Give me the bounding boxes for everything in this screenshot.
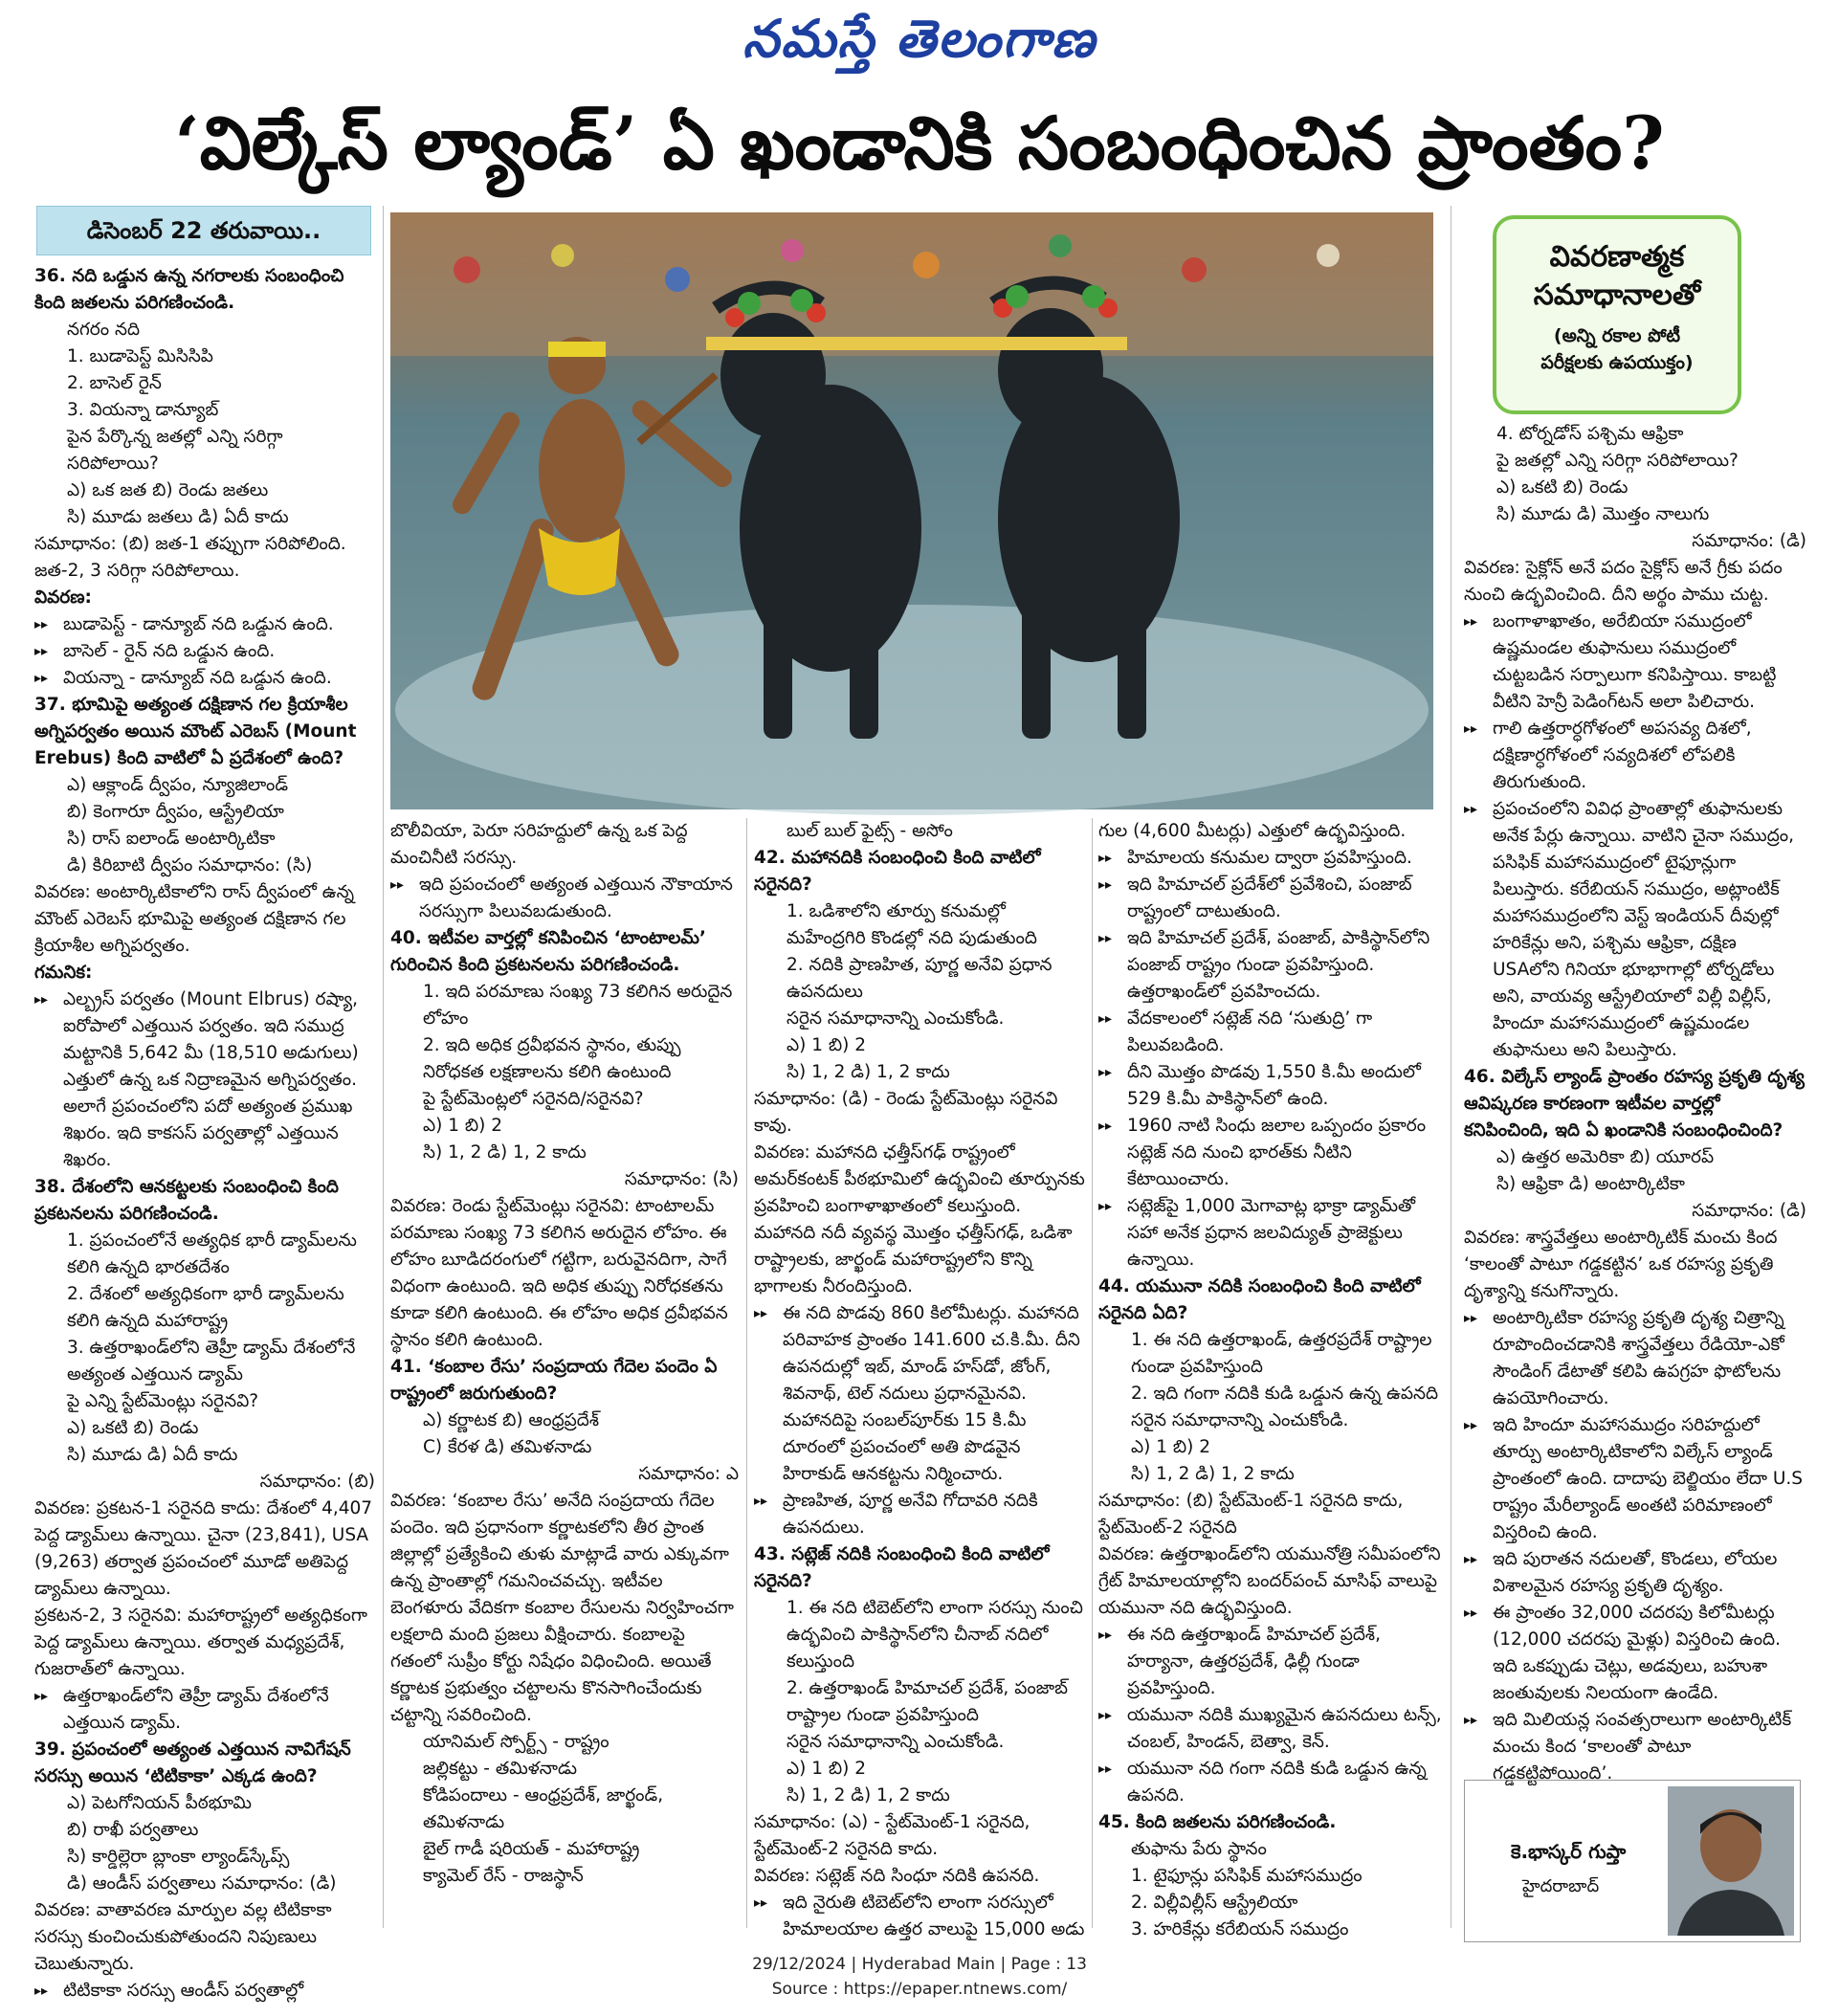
article-line: వివరణ: వాతావరణ మార్పుల వల్ల టిటికాకా సరస్సు కుంచించుకుపోతుందని నిపుణులు చెబుతున్నారు. (34, 1900, 332, 1974)
column-divider (383, 206, 384, 1928)
article-line: ▸▸ ఇది నైరుతి టిబెట్‌లోని లాంగా సరస్సులో హిమాలయాల ఉత్తర వాలుపై 15,000 అడు (754, 1890, 1085, 1943)
answer-text: సమాధానం: (డి) (1692, 1201, 1806, 1221)
article-line: వివరణ: మహానది ఛత్తీస్‌గఢ్ రాష్ట్రంలో అమర్‌కంటక్ పీఠభూమిలో ఉద్భవించి తూర్పునకు ప్రవహించి బంగాళాఖాతంలో కలుస్తుంది. మహానది నదీ వ్యవస్థ మొత్తం ఛత్తీస్‌గఢ్, ఒడిశా రాష్ట్రాలకు, జార్ఖండ్ మహారాష్ట్రలోని కొన్ని భాగాలకు నీరందిస్తుంది. (754, 1142, 1085, 1296)
answer-text: సమాధానం: (డి) (1692, 531, 1806, 551)
article-line: ▸▸ దీని మొత్తం పొడవు 1,550 కి.మీ అందులో 529 కి.మీ పాకిస్థాన్‌లో ఉంది. (1098, 1059, 1443, 1113)
article-line: ఎ) 1 బి) 2 (1131, 1437, 1211, 1457)
article-line: గుల (4,600 మీటర్లు) ఎత్తులో ఉద్భవిస్తుంది. (1098, 821, 1407, 841)
article-line: సి) రాస్ ఐలాండ్ అంటార్కిటికా (67, 829, 276, 849)
question-text: 42. మహానదికి సంబంధించి కింది వాటిలో సరైనది? (754, 848, 1041, 895)
article-line: ▸▸ ఈ నది ఉత్తరాఖండ్ హిమాచల్ ప్రదేశ్, హర్యానా, ఉత్తరప్రదేశ్, ఢిల్లీ గుండా ప్రవహిస్తుంది. (1098, 1622, 1443, 1702)
question-text: 40. ఇటీవల వార్తల్లో కనిపించిన ‘టాంటాలమ్’ గురించిన కింది ప్రకటనలను పరిగణించండి. (390, 928, 706, 975)
masthead-logo: నమస్తే తెలంగాణ (742, 8, 1097, 69)
article-line: క్యామెల్ రేస్ - రాజస్థాన్ (423, 1866, 584, 1886)
article-line: పైన పేర్కొన్న జతల్లో ఎన్ని సరిగ్గా సరిపోలాయి? (67, 427, 283, 474)
article-line: ▸▸ బుడాపెస్ట్ - డాన్యూబ్ నది ఒడ్డున ఉంది. (34, 611, 375, 638)
article-line: బైల్ గాడీ షరియత్ - మహారాష్ట్ర (423, 1839, 640, 1859)
article-line: పై స్టేట్‌మెంట్లలో సరైనది/సరైనవి? (423, 1089, 644, 1109)
article-line: ▸▸ వేదకాలంలో సట్లెజ్ నది ‘సుతుద్రి’ గా పిలువబడింది. (1098, 1006, 1443, 1059)
article-line: ఎ) ఉత్తర అమెరికా బి) యూరప్ (1496, 1147, 1715, 1167)
column-1 (34, 263, 375, 2001)
article-line: బి) కెంగారూ ద్వీపం, ఆస్ట్రేలియా (67, 802, 284, 822)
article-line: ▸▸ యమునా నది గంగా నదికి కుడి ఒడ్డున ఉన్న ఉపనది. (1098, 1756, 1443, 1809)
article-line: వివరణ: ఉత్తరాఖండ్‌లోని యమునోత్రి సమీపంలోని గ్రేట్ హిమాలయాల్లోని బందర్‌పంచ్ మాసిఫ్ వాలుపై యమునా నది ఉద్భవిస్తుంది. (1098, 1544, 1441, 1618)
answer-text: సమాధానం: (బి) (259, 1472, 375, 1492)
article-line: ▸▸ బాసెల్ - రైన్ నది ఒడ్డున ఉంది. (34, 638, 375, 665)
masthead (0, 8, 1839, 77)
article-line: ▸▸ ఇది హిమాచల్ ప్రదేశ్, పంజాబ్, పాకిస్థాన్‌లోని పంజాబ్ రాష్ట్రం గుండా ప్రవహిస్తుంది. ఉత్తరాఖండ్‌లో ప్రవహించదు. (1098, 925, 1443, 1006)
article-line: సి) 1, 2 డి) 1, 2 కాదు (787, 1062, 950, 1082)
answer-text: సమాధానం: ఎ (638, 1464, 739, 1484)
article-line: ▸▸ ఇది హిమాచల్ ప్రదేశ్‌లో ప్రవేశించి, పంజాబ్ రాష్ట్రంలో దాటుతుంది. (1098, 872, 1443, 925)
feature-box-subtitle-2: పరీక్షలకు ఉపయుక్తం) (1540, 352, 1694, 373)
author-name: కె.భాస్కర్ గుప్తా (1511, 1840, 1627, 1863)
article-line: సమాధానం: (బి) జత-1 తప్పుగా సరిపోలింది. జత-2, 3 సరిగ్గా సరిపోలాయి. (34, 534, 346, 581)
page-headline: ‘విల్కేస్ ల్యాండ్’ ఏ ఖండానికి సంబంధించిన ప్రాంతం? (174, 100, 1665, 186)
article-line: బుల్ బుల్ ఫైట్స్ - అసోం (787, 821, 953, 841)
article-line: 2. ఇది గంగా నదికి కుడి ఒడ్డున ఉన్న ఉపనది (1131, 1384, 1439, 1404)
article-line: 4. టోర్నడోస్ పశ్చిమ ఆఫ్రికా (1496, 424, 1684, 444)
article-line: ఎ) ఒక జత బి) రెండు జతలు (67, 480, 269, 500)
article-line: గమనిక: (34, 963, 93, 983)
article-line: 1. ప్రపంచంలోనే అత్యధిక భారీ డ్యామ్‌లను కలిగి ఉన్నది భారతదేశం (67, 1230, 357, 1277)
article-line: 2. నదికి ప్రాణహిత, పూర్ణ అనేవి ప్రధాన ఉపనదులు (787, 955, 1052, 1002)
question-text: 44. యమునా నదికి సంబంధించి కింది వాటిలో సరైనది ఏది? (1098, 1276, 1421, 1323)
article-line: వివరణ: ‘కంబాల రేసు’ అనేది సంప్రదాయ గేదెల పందెం. ఇది ప్రధానంగా కర్ణాటకలోని తీర ప్రాంత జిల్లాల్లో ప్రత్యేకించి తుళు మాట్లాడే వారు ఎక్కువగా ఉన్న ప్రాంతాల్లో గమనించవచ్చు. ఇటీవల బెంగళూరు వేదికగా కంబాల రేసులను నిర్వహించగా లక్షలాది మంది ప్రజలు వీక్షించారు. కంబాలపై గతంలో సుప్రీం కోర్టు నిషేధం విధించింది. అయితే కర్ణాటక ప్రభుత్వం చట్టాలను కొనసాగించేందుకు చట్టాన్ని సవరించింది. (390, 1491, 734, 1725)
article-line: ▸▸ ఈ ప్రాంతం 32,000 చదరపు కిలోమీటర్లు (12,000 చదరపు మైళ్లు) విస్తరించి ఉంది. ఇది ఒకప్పుడు చెట్లు, అడవులు, బహుశా జంతువులకు నిలయంగా ఉండేది. (1464, 1600, 1806, 1707)
feature-box-title-1: వివరణాత్మక (1549, 240, 1685, 274)
column-2 (390, 818, 739, 1909)
article-line: ఎ) 1 బి) 2 (423, 1116, 503, 1136)
article-line: ▸▸ సట్లెజ్‌పై 1,000 మెగావాట్ల భాక్రా డ్యామ్‌తో సహా అనేక ప్రధాన జలవిద్యుత్ ప్రాజెక్టులు ఉన్నాయి. (1098, 1193, 1443, 1274)
continuation-banner: డిసెంబర్ 22 తరువాయి.. (36, 206, 371, 255)
article-line: 2. ఇది అధిక ద్రవీభవన స్థానం, తుప్పు నిరోధకత లక్షణాలను కలిగి ఉంటుంది (423, 1035, 681, 1082)
article-line: కోడిపందాలు - ఆంధ్రప్రదేశ్, జార్ఖండ్, తమిళనాడు (423, 1785, 664, 1832)
article-line: సమాధానం: (బి) స్టేట్‌మెంట్-1 సరైనది కాదు, స్టేట్‌మెంట్-2 సరైనది (1098, 1491, 1404, 1538)
footer-source-link[interactable]: Source : https://epaper.ntnews.com/ (771, 1980, 1068, 1999)
column-4 (1098, 818, 1443, 1939)
article-line: ▸▸ ఇది మిలియన్ల సంవత్సరాలుగా అంటార్కిటిక్ మంచు కింద ‘కాలంతో పాటూ గడ్డకట్టిపోయింది’. (1464, 1707, 1806, 1787)
article-line: ఎ) ఒకటి బి) రెండు (1496, 477, 1629, 498)
question-text: 36. నది ఒడ్డున ఉన్న నగరాలకు సంబంధించి కింది జతలను పరిగణించండి. (34, 266, 344, 313)
article-line: ఎ) కర్ణాటక బి) ఆంధ్రప్రదేశ్ (423, 1410, 600, 1430)
article-line: ▸▸ ఈ నది పొడవు 860 కిలోమీటర్లు. మహానది పరివాహక ప్రాంతం 141.600 చ.కి.మీ. దీని ఉపనదుల్లో ఇబ్, మాండ్ హస్‌డో, జోంగ్, శివనాథ్, టెల్ నదులు ప్రధానమైనవి. మహానదిపై సంబల్‌పూర్‌కు 15 కి.మీ దూరంలో ప్రపంచంలో అతి పొడవైన హిరాకుడ్ ఆనకట్టను నిర్మించారు. (754, 1300, 1085, 1488)
footer-date-edition: 29/12/2024 | Hyderabad Main | Page : 13 (752, 1955, 1087, 1974)
author-box (1464, 1780, 1801, 1942)
article-line: 3. హరికేన్లు కరేబియన్ సముద్రం (1131, 1919, 1349, 1939)
article-line: 3. వియన్నా డాన్యూబ్ (67, 400, 219, 420)
article-line: C) కేరళ డి) తమిళనాడు (423, 1437, 592, 1457)
article-line: 2. బాసెల్ రైన్ (67, 373, 162, 393)
article-line: ▸▸ టిటికాకా సరస్సు ఆండీస్ పర్వతాల్లో (34, 1978, 375, 2005)
article-line: ▸▸ 1960 నాటి సింధు జలాల ఒప్పందం ప్రకారం సట్లెజ్ నది నుంచి భారత్‌కు నీటిని కేటాయించారు. (1098, 1113, 1443, 1193)
article-line: 2. ఉత్తరాఖండ్ హిమాచల్ ప్రదేశ్, పంజాబ్ రాష్ట్రాల గుండా ప్రవహిస్తుంది (787, 1678, 1068, 1725)
article-line: ఎ) ఒకటి బి) రెండు (67, 1418, 199, 1438)
article-line: సి) మూడు జతలు డి) ఏదీ కాదు (67, 507, 289, 527)
article-line: సి) ఆఫ్రికా డి) అంటార్కిటికా (1496, 1174, 1685, 1194)
article-line: ▸▸ వియన్నా - డాన్యూబ్ నది ఒడ్డున ఉంది. (34, 665, 375, 692)
article-line: ▸▸ ఇది ప్రపంచంలో అత్యంత ఎత్తయిన నౌకాయాన సరస్సుగా పిలువబడుతుంది. (390, 872, 739, 925)
article-line: ▸▸ ఇది హిందూ మహాసముద్రం సరిహద్దులో తూర్పు అంటార్కిటికాలోని విల్కేస్ ల్యాండ్ ప్రాంతంలో ఉంది. దాదాపు బెల్జియం లేదా U.S రాష్ట్రం మేరీల్యాండ్ అంతటి పరిమాణంలో విస్తరించి ఉంది. (1464, 1412, 1806, 1546)
article-line: బొలీవియా, పెరూ సరిహద్దులో ఉన్న ఒక పెద్ద మంచినీటి సరస్సు. (390, 821, 688, 868)
article-line: సమాధానం: (ఎ) - స్టేట్‌మెంట్-1 సరైనది, స్టేట్‌మెంట్-2 సరైనది కాదు. (754, 1812, 1030, 1859)
question-text: 38. దేశంలోని ఆనకట్టలకు సంబంధించి కింది ప్రకటనలను పరిగణించండి. (34, 1177, 339, 1224)
article-line: వివరణ: (34, 587, 92, 608)
article-line: డి) కిరిబాటి ద్వీపం సమాధానం: (సి) (67, 855, 313, 875)
feature-box (1493, 215, 1741, 414)
article-line: ▸▸ ఎల్బ్రస్ పర్వతం (Mount Elbrus) రష్యా, ఐరోపాలో ఎత్తయిన పర్వతం. ఇది సముద్ర మట్టానికి 5,642 మీ (18,510 అడుగులు) ఎత్తులో ఉన్న ఒక నిద్రాణమైన అగ్నిపర్వతం. అలాగే ప్రపంచంలోని పదో అత్యంత ప్రముఖ శిఖరం. ఇది కాకసస్ పర్వతాల్లో ఎత్తయిన శిఖరం. (34, 986, 375, 1174)
article-line: సరైన సమాధానాన్ని ఎంచుకోండి. (787, 1732, 1005, 1752)
kambala-race-photo (390, 212, 1433, 809)
article-line: వివరణ: సట్లెజ్ నది సింధూ నదికి ఉపనది. (754, 1866, 1040, 1886)
author-city: హైదరాబాద్ (1522, 1876, 1600, 1896)
article-line: 1. ఒడిశాలోని తూర్పు కనుమల్లో మహేంద్రగిరి కొండల్లో నది పుడుతుంది (787, 901, 1037, 948)
author-photo (1668, 1786, 1794, 1936)
article-line: ▸▸ ఇది పురాతన నదులతో, కొండలు, లోయల విశాలమైన రహస్య ప్రకృతి దృశ్యం. (1464, 1546, 1806, 1600)
article-line: ప్రకటన-2, 3 సరైనవి: మహారాష్ట్రలో అత్యధికంగా పెద్ద డ్యామ్‌లు ఉన్నాయి. తర్వాత మధ్యప్రదేశ్, గుజరాత్‌లో ఉన్నాయి. (34, 1606, 367, 1679)
article-line: తుఫాను పేరు స్థానం (1131, 1839, 1267, 1859)
article-line: ▸▸ యమునా నదికి ముఖ్యమైన ఉపనదులు టన్స్, చంబల్, హిండన్, బెత్వా, కెన్. (1098, 1702, 1443, 1756)
article-line: వివరణ: సైక్లోన్ అనే పదం సైక్లోస్ అనే గ్రీకు పదం నుంచి ఉద్భవించింది. దీని అర్థం పాము చుట్ట. (1464, 558, 1783, 605)
article-line: పై ఎన్ని స్టేట్‌మెంట్లు సరైనవి? (67, 1391, 259, 1411)
article-line: ఎ) 1 బి) 2 (787, 1759, 867, 1779)
article-line: సమాధానం: (డి) - రెండు స్టేట్‌మెంట్లు సరైనవి కావు. (754, 1089, 1058, 1136)
article-line: ▸▸ అంటార్కిటికా రహస్య ప్రకృతి దృశ్య చిత్రాన్ని రూపొందించడానికి శాస్త్రవేత్తలు రేడియో-ఎకో సౌండింగ్ డేటాతో కలిపి ఉపగ్రహ ఫొటోలను ఉపయోగించారు. (1464, 1305, 1806, 1412)
article-line: 1. ఇది పరమాణు సంఖ్య 73 కలిగిన అరుదైన లోహం (423, 982, 733, 1029)
article-line: నగరం నది (67, 320, 141, 340)
article-line: ▸▸ గాలి ఉత్తరార్ధగోళంలో అపసవ్య దిశలో, దక్షిణార్ధగోళంలో సవ్యదిశలో లోపలికి తిరుగుతుంది. (1464, 716, 1806, 796)
question-text: 46. విల్కేస్ ల్యాండ్ ప్రాంతం రహస్య ప్రకృతి దృశ్య ఆవిష్కరణ కారణంగా ఇటీవల వార్తల్లో కనిపించింది, ఇది ఏ ఖండానికి సంబంధించింది? (1464, 1067, 1805, 1141)
avatar (1668, 1786, 1794, 1936)
article-line: సి) 1, 2 డి) 1, 2 కాదు (787, 1785, 950, 1806)
article-line: సి) కార్డిల్లెరా బ్లాంకా ల్యాండ్‌స్కేప్స్ (67, 1847, 290, 1867)
question-text: 39. ప్రపంచంలో అత్యంత ఎత్తయిన నావిగేషన్ సరస్సు అయిన ‘టిటికాకా’ ఎక్కడ ఉంది? (34, 1739, 351, 1786)
article-line: యానిమల్ స్పోర్ట్స్ - రాష్ట్రం (423, 1732, 609, 1752)
question-text: 45. కింది జతలను పరిగణించండి. (1098, 1812, 1337, 1832)
article-line: సరైన సమాధానాన్ని ఎంచుకోండి. (1131, 1410, 1349, 1430)
article-line: 1. ఈ నది ఉత్తరాఖండ్, ఉత్తరప్రదేశ్ రాష్ట్రాల గుండా ప్రవహిస్తుంది (1131, 1330, 1432, 1377)
column-5 (1464, 421, 1806, 1783)
feature-box-title-2: సమాధానాలతో (1533, 278, 1701, 312)
article-line: సి) 1, 2 డి) 1, 2 కాదు (1131, 1464, 1295, 1484)
article-line: ఎ) 1 బి) 2 (787, 1035, 867, 1055)
article-line: బి) రాఖీ పర్వతాలు (67, 1820, 199, 1840)
article-line: సి) మూడు డి) ఏదీ కాదు (67, 1445, 238, 1465)
article-line: డి) ఆండీస్ పర్వతాలు సమాధానం: (డి) (67, 1873, 337, 1894)
article-line: సరైన సమాధానాన్ని ఎంచుకోండి. (787, 1008, 1005, 1029)
article-line: 1. బుడాపెస్ట్ మిసిసిపి (67, 346, 213, 366)
article-line: ▸▸ బంగాళాఖాతం, అరేబియా సముద్రంలో ఉష్ణమండల తుఫానులు సముద్రంలో చుట్టబడిన సర్పాలుగా కనిపిస్తాయి. కాబట్టి వీటిని హెన్రీ పెడింగ్‌టన్ అలా పిలిచారు. (1464, 609, 1806, 716)
page-footer (0, 1952, 1839, 2002)
article-line: పై జతల్లో ఎన్ని సరిగ్గా సరిపోలాయి? (1496, 451, 1739, 471)
article-line: ఎ) ఆక్లాండ్ ద్వీపం, న్యూజిలాండ్ (67, 775, 289, 795)
article-line: సి) 1, 2 డి) 1, 2 కాదు (423, 1142, 587, 1163)
article-line: ఎ) పెటగోనియన్ పీఠభూమి (67, 1793, 252, 1813)
column-3 (754, 818, 1085, 1939)
article-line: 2. విల్లీవిల్లీస్ ఆస్ట్రేలియా (1131, 1893, 1298, 1913)
article-line: 2. దేశంలో అత్యధికంగా భారీ డ్యామ్‌లను కలిగి ఉన్నది మహారాష్ట్ర (67, 1284, 344, 1331)
feature-box-subtitle-1: (అన్ని రకాల పోటీ (1553, 325, 1681, 346)
article-line: 1. టైఫూన్లు పసిఫిక్ మహాసముద్రం (1131, 1866, 1363, 1886)
article-line: ▸▸ హిమాలయ కనుమల ద్వారా ప్రవహిస్తుంది. (1098, 845, 1443, 872)
article-line: వివరణ: అంటార్కిటికాలోని రాస్ ద్వీపంలో ఉన్న మౌంట్ ఎరెబస్ భూమిపై అత్యంత దక్షిణాన గల క్రియాశీల అగ్నిపర్వతం. (34, 882, 355, 956)
question-text: 41. ‘కంబాల రేసు’ సంప్రదాయ గేదెల పందెం ఏ రాష్ట్రంలో జరుగుతుంది? (390, 1357, 718, 1404)
question-text: 43. సట్లెజ్ నదికి సంబంధించి కింది వాటిలో సరైనది? (754, 1544, 1050, 1591)
article-line: వివరణ: రెండు స్టేట్‌మెంట్లు సరైనవి: టాంటాలమ్ పరమాణు సంఖ్య 73 కలిగిన అరుదైన లోహం. ఈ లోహం బూడిదరంగులో గట్టిగా, బరువైనదిగా, సాగే విధంగా ఉంటుంది. ఇది అధిక తుప్పు నిరోధకతను కూడా కలిగి ఉంటుంది. ఈ లోహం అధిక ద్రవీభవన స్థానం కలిగి ఉంటుంది. (390, 1196, 728, 1350)
column-divider (746, 818, 747, 1928)
article-line: 1. ఈ నది టిబెట్‌లోని లాంగా సరస్సు నుంచి ఉద్భవించి పాకిస్థాన్‌లోని చీనాబ్ నదిలో కలుస్తుంది (787, 1598, 1083, 1672)
article-line: ▸▸ ప్రపంచంలోని వివిధ ప్రాంతాల్లో తుఫానులకు అనేక పేర్లు ఉన్నాయి. వాటిని చైనా సముద్రం, పసిఫిక్ మహాసముద్రంలో టైఫూన్లుగా పిలుస్తారు. కరేబియన్ సముద్రం, అట్లాంటిక్ మహాసముద్రంలోని వెస్ట్ ఇండియన్ దీవుల్లో హరికేన్లు అని, పశ్చిమ ఆఫ్రికా, దక్షిణ USAలోని గినియా భూభాగాల్లో టోర్నడోలు అని, వాయవ్య ఆస్ట్రేలియాలో విల్లీ విల్లీస్, హిందూ మహాసముద్రంలో ఉష్ణమండల తుఫానులు అని పిలుస్తారు. (1464, 796, 1806, 1064)
article-line: జల్లికట్టు - తమిళనాడు (423, 1759, 578, 1779)
article-line: ▸▸ ప్రాణహిత, పూర్ణ అనేవి గోదావరి నదికి ఉపనదులు. (754, 1488, 1085, 1541)
article-line: వివరణ: ప్రకటన-1 సరైనది కాదు: దేశంలో 4,407 పెద్ద డ్యామ్‌లు ఉన్నాయి. చైనా (23,841), USA (9,263) తర్వాత ప్రపంచంలో మూడో అతిపెద్ద డ్యామ్‌లు ఉన్నాయి. (34, 1498, 373, 1599)
article-line: ▸▸ ఉత్తరాఖండ్‌లోని తెహ్రీ డ్యామ్ దేశంలోనే ఎత్తయిన డ్యామ్. (34, 1683, 375, 1737)
kambala-race-image (390, 212, 1433, 809)
article-line: సి) మూడు డి) మొత్తం నాలుగు (1496, 504, 1710, 524)
article-line: వివరణ: శాస్త్రవేత్తలు అంటార్కిటిక్ మంచు కింద ‘కాలంతో పాటూ గడ్డకట్టిన’ ఒక రహస్య ప్రకృతి దృశ్యాన్ని కనుగొన్నారు. (1464, 1228, 1778, 1301)
answer-text: సమాధానం: (సి) (624, 1169, 739, 1189)
column-divider (1092, 818, 1093, 1928)
question-text: 37. భూమిపై అత్యంత దక్షిణాన గల క్రియాశీల అగ్నిపర్వతం అయిన మౌంట్ ఎరెబస్ (Mount Erebus) కింది వాటిలో ఏ ప్రదేశంలో ఉంది? (34, 695, 357, 768)
article-line: 3. ఉత్తరాఖండ్‌లోని తెహ్రీ డ్యామ్ దేశంలోనే అత్యంత ఎత్తయిన డ్యామ్ (67, 1338, 356, 1385)
